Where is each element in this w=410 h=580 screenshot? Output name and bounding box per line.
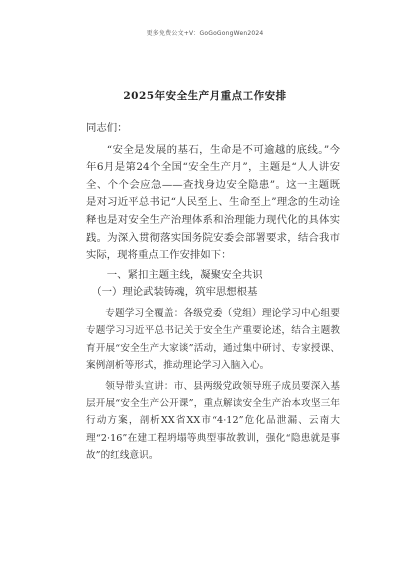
document-body: [86, 120, 340, 465]
subsection-heading-1: （一）理论武装铸魂，筑牢思想根基: [91, 286, 258, 299]
study-paragraph: 专题学习全覆盖：各级党委（党组）理论学习中心组要专题学习习近平总书记关于安全生产重要论述，结合主题教育开展“安全生产大家谈”活动，通过集中研讨、专家授课、案例剖析等形式，推动理论学习入脑入心。: [86, 307, 340, 372]
document-title: 2025年安全生产月重点工作安排: [123, 90, 287, 102]
header-note: 更多免费公文+V：GoGoGongWen2024: [146, 30, 264, 37]
section-heading-1: 一、紧扣主题主线，凝聚安全共识: [106, 268, 263, 281]
lecture-paragraph: 领导带头宣讲：市、县两级党政领导班子成员要深入基层开展“安全生产公开课”，重点解读安全生产治本攻坚三年行动方案，剖析XX省XX市“4·12”危化品泄漏、云南大理“2·16”在建工程坍塌等典型事故教训，强化“隐患就是事故”的红线意识。: [86, 380, 340, 462]
intro-paragraph: “安全是发展的基石，生命是不可逾越的底线。”今年6月是第24个全国“安全生产月”，主题是“人人讲安全、个个会应急——查找身边安全隐患”。这一主题既是对习近平总书记“人民至上、生命至上”理念的生动诠释也是对安全生产治理体系和治理能力现代化的具体实践。为深入贯彻落实国务院安委会部署要求，结合我市实际，现将重点工作安排如下：: [86, 143, 340, 262]
salutation: 同志们：: [86, 122, 128, 134]
